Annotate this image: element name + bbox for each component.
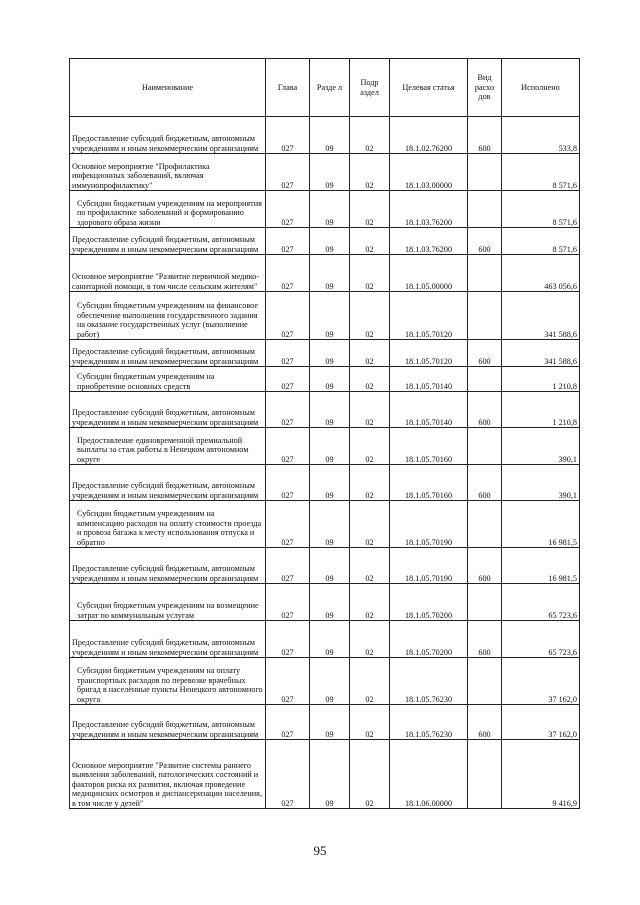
row-name: Предоставление субсидий бюджетным, автономным учреждениям и иным некоммерческим организациям [70,228,266,255]
table-row [70,621,580,658]
row-article: 18.1.05.70190 [390,501,468,548]
row-name: Основное мероприятие "Профилактика инфекционных заболеваний, включая иммунопрофилактику" [70,154,266,191]
row-razdel: 09 [310,584,350,621]
row-glava: 027 [266,465,310,501]
row-done: 65 723,6 [502,621,580,658]
table-row [70,117,580,154]
row-name: Предоставление субсидий бюджетным, автономным учреждениям и иным некоммерческим организациям [70,117,266,154]
row-done: 37 162,0 [502,705,580,740]
table-row [70,228,580,255]
header-glava: Глава [266,59,310,117]
row-razdel: 09 [310,117,350,154]
row-done: 463 056,6 [502,255,580,292]
row-name: Основное мероприятие "Развитие системы раннего выявления заболеваний, патологических состояний и факторов риска их развития, включая проведение медицинских осмотров и диспансеризации населения, в том числе у детей" [70,740,266,809]
table-row [70,465,580,501]
table-row [70,740,580,809]
row-vid [468,292,502,340]
row-article: 18.1.05.76230 [390,705,468,740]
row-podrazdel: 02 [350,501,390,548]
row-glava: 027 [266,705,310,740]
row-article: 18.1.05.70200 [390,621,468,658]
row-vid: 600 [468,621,502,658]
row-article: 18.1.05.70120 [390,340,468,367]
row-razdel: 09 [310,191,350,228]
row-podrazdel: 02 [350,428,390,465]
row-vid [468,740,502,809]
row-razdel: 09 [310,392,350,428]
row-vid [468,658,502,705]
row-done: 9 416,9 [502,740,580,809]
row-name: Субсидии бюджетным учреждениям на компенсацию расходов на оплату стоимости проезда и провоза багажа к месту использования отпуска и обратно [70,501,266,548]
row-podrazdel: 02 [350,548,390,584]
row-done: 1 210,8 [502,392,580,428]
table-body [70,117,580,809]
row-glava: 027 [266,658,310,705]
row-name: Субсидии бюджетным учреждениям на оплату транспортных расходов по перевозке врачебных бригад в населённые пункты Ненецкого автономного округа [70,658,266,705]
row-glava: 027 [266,228,310,255]
row-glava: 027 [266,740,310,809]
table-row [70,340,580,367]
row-razdel: 09 [310,292,350,340]
row-glava: 027 [266,584,310,621]
row-razdel: 09 [310,465,350,501]
row-vid: 600 [468,340,502,367]
page-number: 95 [313,843,327,858]
row-vid [468,367,502,392]
row-podrazdel: 02 [350,465,390,501]
row-name: Предоставление субсидий бюджетным, автономным учреждениям и иным некоммерческим организациям [70,392,266,428]
budget-table [69,58,580,809]
row-done: 390,1 [502,428,580,465]
row-article: 18.1.03.76200 [390,228,468,255]
row-podrazdel: 02 [350,154,390,191]
table-row [70,255,580,292]
row-vid [468,584,502,621]
row-razdel: 09 [310,705,350,740]
row-glava: 027 [266,255,310,292]
row-glava: 027 [266,548,310,584]
row-vid: 600 [468,465,502,501]
row-podrazdel: 02 [350,658,390,705]
row-done: 533,8 [502,117,580,154]
table-row [70,154,580,191]
row-podrazdel: 02 [350,367,390,392]
row-razdel: 09 [310,154,350,191]
table-row [70,392,580,428]
row-razdel: 09 [310,740,350,809]
row-name: Предоставление субсидий бюджетным, автономным учреждениям и иным некоммерческим организациям [70,340,266,367]
row-vid: 600 [468,117,502,154]
row-vid: 600 [468,705,502,740]
row-vid: 600 [468,548,502,584]
header-razdel: Разде л [310,59,350,117]
table-row [70,191,580,228]
row-article: 18.1.05.70120 [390,292,468,340]
header-podrazdel: Подр аздел [350,59,390,117]
row-podrazdel: 02 [350,255,390,292]
row-podrazdel: 02 [350,584,390,621]
row-article: 18.1.05.70190 [390,548,468,584]
row-vid [468,191,502,228]
row-razdel: 09 [310,658,350,705]
row-done: 8 571,6 [502,191,580,228]
table-row [70,428,580,465]
row-vid: 600 [468,228,502,255]
table-row [70,584,580,621]
row-done: 1 210,8 [502,367,580,392]
row-glava: 027 [266,154,310,191]
row-article: 18.1.05.00000 [390,255,468,292]
row-podrazdel: 02 [350,191,390,228]
row-vid [468,428,502,465]
row-article: 18.1.05.70140 [390,367,468,392]
row-name: Субсидии бюджетным учреждениям на мероприятия по профилактике заболеваний и формированию здорового образа жизни [70,191,266,228]
table-row [70,501,580,548]
row-done: 8 571,6 [502,154,580,191]
table-row [70,367,580,392]
table-header-row [70,59,580,117]
row-glava: 027 [266,191,310,228]
row-razdel: 09 [310,367,350,392]
row-done: 341 588,6 [502,340,580,367]
row-name: Субсидии бюджетным учреждениям на приобретение основных средств [70,367,266,392]
row-glava: 027 [266,367,310,392]
row-article: 18.1.05.76230 [390,658,468,705]
row-podrazdel: 02 [350,392,390,428]
row-article: 18.1.05.70160 [390,428,468,465]
row-razdel: 09 [310,501,350,548]
row-podrazdel: 02 [350,117,390,154]
row-podrazdel: 02 [350,621,390,658]
header-article: Целевая статья [390,59,468,117]
row-done: 341 588,6 [502,292,580,340]
row-vid [468,255,502,292]
row-glava: 027 [266,117,310,154]
table-row [70,658,580,705]
table-row [70,705,580,740]
row-article: 18.1.05.70160 [390,465,468,501]
row-glava: 027 [266,428,310,465]
row-glava: 027 [266,392,310,428]
header-vid: Вид расхо дов [468,59,502,117]
row-vid [468,154,502,191]
row-article: 18.1.05.70200 [390,584,468,621]
row-podrazdel: 02 [350,740,390,809]
row-done: 37 162,0 [502,658,580,705]
table-row [70,292,580,340]
table-row [70,548,580,584]
header-name: Наименование [70,59,266,117]
row-podrazdel: 02 [350,340,390,367]
row-razdel: 09 [310,228,350,255]
row-vid [468,501,502,548]
row-done: 65 723,6 [502,584,580,621]
row-glava: 027 [266,501,310,548]
row-podrazdel: 02 [350,705,390,740]
row-name: Предоставление субсидий бюджетным, автономным учреждениям и иным некоммерческим организациям [70,548,266,584]
row-article: 18.1.03.00000 [390,154,468,191]
row-name: Основное мероприятие "Развитие первичной медико-санитарной помощи, в том числе сельским жителям" [70,255,266,292]
row-done: 16 981,5 [502,501,580,548]
row-name: Субсидии бюджетным учреждениям на финансовое обеспечение выполнения государственного задания на оказание государственных услуг (выполнение работ) [70,292,266,340]
row-done: 390,1 [502,465,580,501]
row-razdel: 09 [310,621,350,658]
row-article: 18.1.02.76200 [390,117,468,154]
row-razdel: 09 [310,548,350,584]
row-done: 16 981,5 [502,548,580,584]
row-article: 18.1.05.70140 [390,392,468,428]
header-done: Исполнено [502,59,580,117]
row-name: Субсидии бюджетным учреждениям на возмещение затрат по коммунальным услугам [70,584,266,621]
row-podrazdel: 02 [350,292,390,340]
row-podrazdel: 02 [350,228,390,255]
row-article: 18.1.03.76200 [390,191,468,228]
row-done: 8 571,6 [502,228,580,255]
row-name: Предоставление субсидий бюджетным, автономным учреждениям и иным некоммерческим организациям [70,705,266,740]
row-razdel: 09 [310,255,350,292]
row-vid: 600 [468,392,502,428]
row-razdel: 09 [310,428,350,465]
row-name: Предоставление субсидий бюджетным, автономным учреждениям и иным некоммерческим организациям [70,621,266,658]
row-glava: 027 [266,621,310,658]
row-name: Предоставление единовременной премиальной выплаты за стаж работы в Ненецком автономном округе [70,428,266,465]
row-glava: 027 [266,292,310,340]
row-glava: 027 [266,340,310,367]
row-razdel: 09 [310,340,350,367]
row-article: 18.1.06.00000 [390,740,468,809]
row-name: Предоставление субсидий бюджетным, автономным учреждениям и иным некоммерческим организациям [70,465,266,501]
